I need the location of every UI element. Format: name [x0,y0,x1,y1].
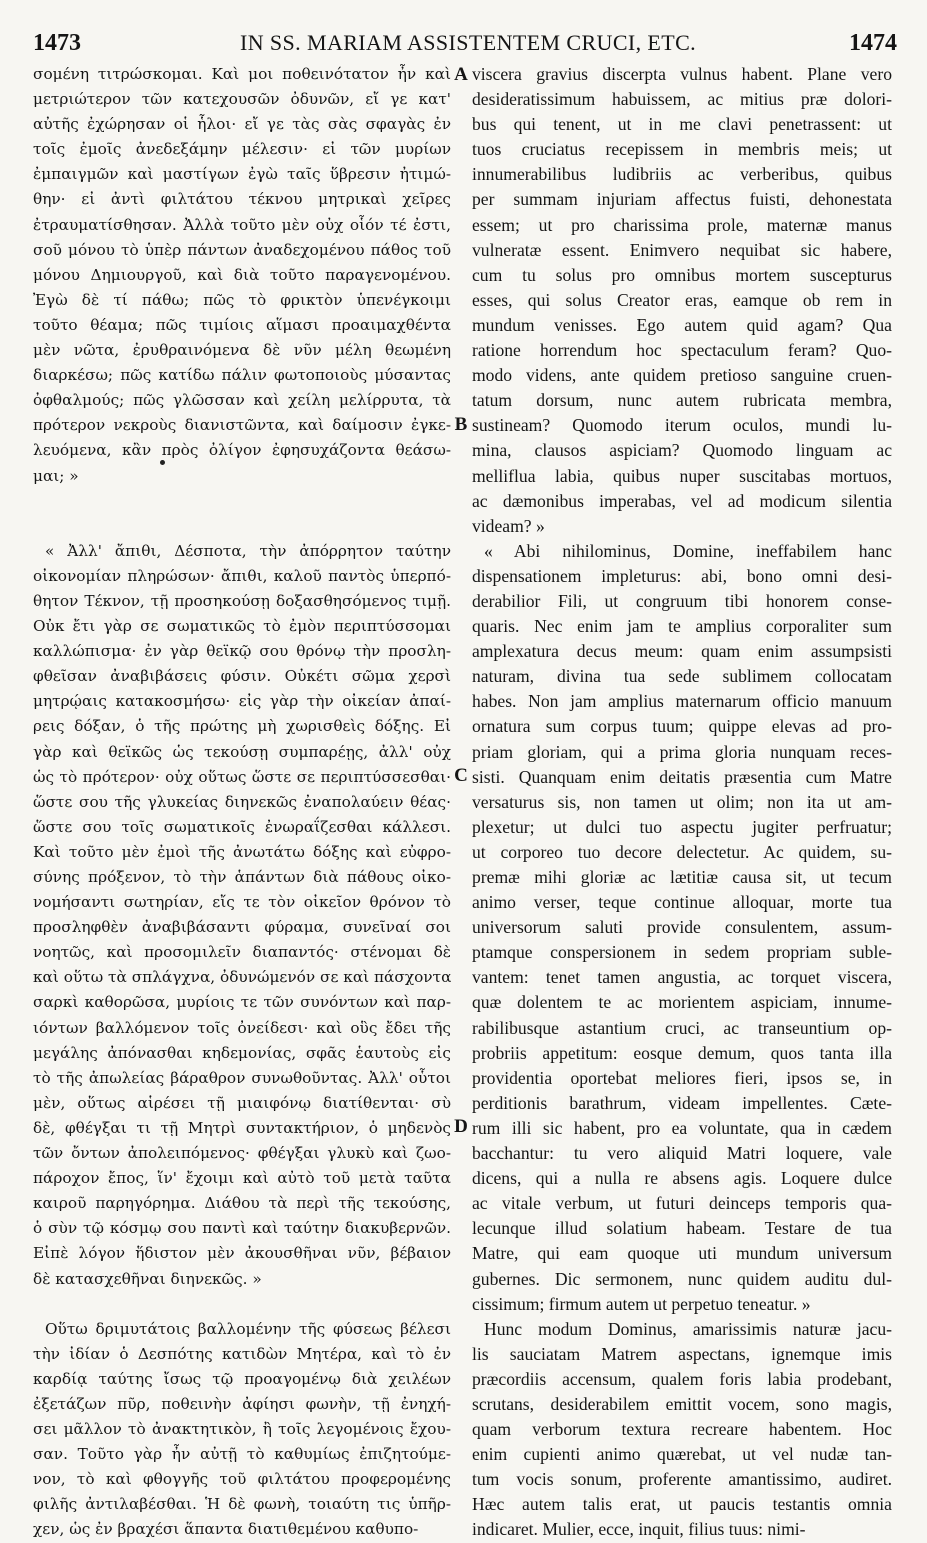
greek-text-line: ρεις δόξαν, ὁ τῆς πρώτης μὴ χωρισθεὶς δόξης. Εἰ [33,717,451,736]
greek-text-line: ὥστε σου τοῖς σωματικοῖς ἐνωραΐζεσθαι κάλλεσι. [33,817,451,836]
section-marker-d: D [454,1116,468,1137]
greek-text-line: Ἐγὼ δὲ τί πάθω; πῶς τὸ φρικτὸν ὑπενέγκοιμι [33,290,451,309]
latin-text-line: melliflua labia, quibus nuper suscitabas mortuos, [472,465,892,486]
greek-text-line: σύνης πρόξενον, τὸ τὴν ἁπάντων διὰ πάθους οἰκο- [33,868,451,886]
latin-text-line: sisti. Quanquam enim deitatis præsentia cum Matre [472,766,892,787]
latin-text-line: tum vocis sonum, proferente amantissimo, audiret. [472,1469,892,1490]
greek-text-line: δὲ, φθέγξαι τι τῇ Μητρὶ συντακτήριον, ὁ μηδενὸς [33,1118,451,1137]
greek-text-line: φιλῆς ἀντιλαβέσθαι. Ἡ δὲ φωνὴ, τοιαύτη τις ὑπῆρ- [33,1495,451,1514]
greek-text-line: Καὶ τοῦτο μὲν ἐμοὶ τῆς ἀνωτάτω δόξης καὶ εὐφρο- [33,842,451,861]
latin-text-line: vantem: tenet tamen angustia, ac torquet viscera, [472,967,892,988]
latin-text-line: ut corporeo tuo decore delectetur. Ac quidem, su- [472,841,892,862]
section-marker-b: B [454,414,468,435]
latin-text-line: derabilior Fili, ut congruum tibi honorem conse- [472,590,892,611]
greek-text-line: μετριώτερον τῶν κατεχουσῶν ὀδυνῶν, εἴ γε κατ' [33,90,451,109]
latin-text-line: priam gloriam, qui a prima gloria nunquam reces- [472,741,892,762]
latin-text-line: viscera gravius discerpta vulnus habent. Plane vero [472,64,892,84]
greek-text-line: σοῦ μόνου τὸ ὑπὲρ πάντων ἀναδεχομένου πάθος τοῦ [33,240,451,259]
latin-text-line: ptamque conspersionem in sedem propriam suble- [472,942,892,963]
latin-text-line: rabilibusque astantium cruci, ac transeuntium op- [472,1017,892,1038]
greek-text-line: μαι; » [33,466,79,485]
greek-text-line: δὲ κατασχεθῆναι διηνεκῶς. » [33,1269,262,1288]
greek-text-line: τῶν ὄντων ἀπολειπόμενος· φθέγξαι γλυκὺ καὶ ζωο- [33,1144,451,1163]
greek-text-line: μὲν, οὕτως αἱρέσει τῇ μιαιφόνῳ διατίθενται· σὺ [33,1093,451,1112]
greek-text-line: ἐξετάζων πῦρ, ποθεινὴν ἀφίησι φωνὴν, τῇ ἐνηχή- [33,1394,451,1413]
greek-text-line: προσληφθὲν ἀναβιβάσαντι φύραμα, συνεῖναί σοι [33,918,451,937]
latin-text-line: naturam, divina tua sede sublimem collocatam [472,666,892,687]
latin-text-line: mina, clausos aspiciam? Quomodo linguam ac [472,440,892,461]
latin-text-line: bus qui tenent, ut in me clavi penetrassent: ut [472,114,892,135]
latin-text-line: desideratissimum habuissem, ac mitius præ dolori- [472,89,892,110]
greek-text-line: καρδίᾳ ταύτης ἴσως τῷ προαγομένῳ διὰ χειλέων [33,1369,451,1388]
latin-text-line: plexetur; ut dulci tuo aspectu jugiter perfruatur; [472,816,892,837]
greek-text-line: « Ἀλλ' ἄπιθι, Δέσποτα, τὴν ἀπόρρητον ταύτην [45,541,451,560]
latin-text-line: ac vitale verbum, ut futuri deinceps temporis qua- [472,1193,892,1214]
latin-text-line: sustineam? Quomodo iterum oculos, mundi lu- [472,415,892,436]
greek-text-line: ὡς τὸ πρότερον· οὐχ οὕτως ὥστε σε περιπτύσσεσθαι· [33,767,451,786]
section-marker-c: C [454,765,468,786]
greek-column [33,62,451,1543]
latin-text-line: « Abi nihilominus, Domine, ineffabilem hanc [484,540,892,561]
latin-text-line: universorum saluti provide consulentem, assum- [472,917,892,938]
greek-text-line: σει μᾶλλον τὸ ἀνακτητικὸν, ἢ τοῖς λεγομένοις ἔχου- [33,1420,451,1439]
latin-text-line: bacchantur: tu vero aliquid Matri loquere, vale [472,1143,892,1164]
latin-text-line: Hunc modum Dominus, amarissimis naturæ jacu- [484,1318,892,1339]
latin-text-line: probriis appetitum: eosque demum, quos tanta illa [472,1042,892,1063]
greek-text-line: σαρκὶ καθορῶσα, μυρίοις τε τῶν συνόντων καὶ παρ- [33,993,451,1012]
latin-text-line: cum tu solus pro omnibus mortem suscepturus [472,264,892,285]
greek-text-line: καλλώπισμα· ἐν γὰρ θεϊκῷ σου θρόνῳ τὴν προσλη- [33,642,451,661]
latin-text-line: esses, qui solus Creator eras, eamque ob rem in [472,289,892,310]
latin-text-line: indicaret. Mulier, ecce, inquit, filius tuus: nimi- [472,1519,806,1540]
latin-text-line: perditionis barathrum, videam impellentes. Cæte- [472,1092,892,1113]
greek-text-line: νον, τὸ καὶ φθογγῆς τοῦ φιλτάτου προφερομένης [33,1470,451,1489]
greek-text-line: Εἰπὲ λόγον ἥδιστον μὲν ἀκουσθῆναι νῦν, βέβαιον [33,1244,451,1263]
latin-text-line: tatum dorsum, nunc autem rubricata membra, [472,390,892,411]
greek-text-line: αὐτῆς ἐχώρησαν οἱ ἧλοι· εἴ γε τὰς σὰς σφαγὰς ἐν [33,115,451,134]
greek-text-line: ὁ σὺν τῷ κόσμῳ σου παντὶ καὶ ταύτην διακυβερνῶν. [33,1219,451,1238]
greek-text-line: καὶ οὕτω τὰ σπλάγχνα, ὀδυνώμενόν σε καὶ πάσχοντα [33,968,451,987]
latin-text-line: dicens, qui a nulla re absens agis. Loquere dulce [472,1168,892,1189]
running-title: IN SS. MARIAM ASSISTENTEM CRUCI, ETC. [240,30,697,55]
page-number-right: 1474 [849,30,897,56]
greek-text-line: τὸ τῆς ἀπωλείας βάραθρον συνωθοῦντας. Ἀλλ' οὗτοι [33,1068,451,1087]
section-marker-a: A [454,64,468,85]
paragraph-gap [33,489,451,514]
latin-text-line: quam verborum textura recreare habentem. Hoc [472,1419,892,1440]
latin-text-line: quaris. Nec enim jam te amplius corporaliter sum [472,616,892,637]
latin-text-line: quæ dolentem te ac morientem aspiciam, innume- [472,992,892,1013]
greek-text-line: ιόντων βαλλόμενον τοῖς ὀνείδεσι· καὶ οὓς ἔδει τῆς [33,1018,451,1037]
paragraph-gap [33,1292,451,1317]
greek-text-line: μητρῴαις κατακοσμήσω· εἰς γὰρ τὴν οἰκείαν ἀπαί- [33,692,451,711]
latin-text-line: ratione horrendum hoc spectaculum feram? Quo- [472,340,892,361]
greek-text-line: μὲν νῶτα, ἐρυθραινόμενα δὲ νῦν μέλη θεωμένη [33,341,451,360]
latin-text-line: mundum venisses. Ego autem quid agam? Qua [472,314,892,335]
greek-text-line: σομένη τιτρώσκομαι. Καὶ μοι ποθεινότατον ἦν καὶ [33,65,451,83]
latin-text-line: amplexatura decus meum: quam enim assumpsisti [472,641,892,662]
greek-text-line: τοῖς ἐμοῖς ἀνεδεξάμην μέλεσιν· εἰ τῶν μυρίων [33,140,451,159]
greek-text-line: μόνου Δημιουργοῦ, καὶ διὰ τοῦτο παραγενομένου. [33,265,451,284]
latin-text-line: providentia oportebat meliores fieri, ipsos se, in [472,1067,892,1088]
latin-text-line: essem; ut pro charissima prole, maternæ manus [472,214,892,235]
latin-text-line: ornatura sum corpus tuum; quippe elevas ad pro- [472,716,892,737]
greek-text-line: ὀφθαλμούς; πῶς γλῶσσαν καὶ χείλη μελίρρυτα, τὰ [33,391,451,410]
latin-text-line: præcordiis accensum, qualem foris labia prodebant, [472,1368,892,1389]
greek-text-line: Οὐκ ἔτι γὰρ σε σωματικῶς τὸ ἐμὸν περιπτύσσομαι [33,617,451,636]
greek-text-line: οἰκονομίαν πληρώσων· ἄπιθι, καλοῦ παντὸς ὑπερπό- [33,566,451,585]
latin-text-line: tuos cruciatus recepissem in membris meis; ut [472,139,892,160]
greek-text-line: λευόμενα, κἂν πρὸς ὀλίγον ἐφησυχάζοντα θεάσω- [33,441,451,460]
greek-text-line: πάροχον ἔπος, ἵν' ἔχοιμι καὶ αὐτὸ τοῦ μετὰ ταῦτα [33,1169,451,1188]
greek-text-line: χεν, ὡς ἐν βραχέσι ἅπαντα διατιθεμένου καθυπο- [33,1520,419,1539]
greek-text-line: μεγάλης ἀπόνασθαι κηδεμονίας, σφᾶς ἑαυτοὺς εἰς [33,1043,451,1062]
greek-text-line: Οὕτω δριμυτάτοις βαλλομένην τῆς φύσεως βέλεσι [45,1319,451,1338]
greek-text-line: θην· εἰ ἀντὶ φιλτάτου τέκνου μητρικαὶ χεῖρες [33,190,451,209]
latin-text-line: lis sauciatam Matrem aspectans, ignemque imis [472,1343,892,1364]
latin-text-line: enim cupienti animo quærebat, ut vel nudæ tan- [472,1444,892,1465]
latin-text-line: innumerabilibus ludibriis ac verberibus, quibus [472,164,892,185]
latin-text-line: versaturus sis, non tamen ut olim; non ita ut am- [472,791,892,812]
latin-text-line: habes. Non jam amplius maternarum officio manuum [472,691,892,712]
latin-text-line: dispensationem impleturus: abi, bono omni desi- [472,565,892,586]
page-header [0,22,927,62]
greek-text-line: νομήσαντι σωτηρίαν, εἴς τε τὸν οἰκεῖον θρόνον τὸ [33,893,451,912]
latin-text-line: modo videns, ante quidem pretioso sanguine cruen- [472,365,892,386]
greek-text-line: θητον Τέκνον, τῇ προσηκούσῃ δοξασθησόμενος τιμῇ. [33,591,451,610]
greek-text-line: γὰρ καὶ θεϊκῶς ὡς τεκούσῃ συμπαρέῃς, ἀλλ' οὐχ [33,742,451,761]
page-number-left: 1473 [33,30,81,56]
greek-text-line: ὥστε σου τῆς γλυκείας διηνεκῶς ἐναπολαύειν θέας· [33,792,451,811]
greek-text-line: ἐμπαιγμῶν καὶ μαστίγων ἐγὼ ταῖς ὕβρεσιν ἠτιμώ- [33,165,451,184]
latin-text-line: premæ mihi gloriæ ac lætitiæ causa sit, ut tecum [472,867,892,887]
greek-text-line: ἐτραυματίσθησαν. Ἀλλὰ τοῦτο μὲν οὐχ οἷόν τέ ἐστι, [33,215,451,234]
latin-text-line: vulneratæ essent. Enimvero nequibat sic habere, [472,239,892,260]
latin-text-line: gubernes. Dic sermonem, nunc quidem auditu dul- [472,1268,892,1289]
ink-speck [160,460,165,465]
latin-text-line: scrutans, desiderabilem emittit vocem, sono magis, [472,1393,892,1414]
latin-text-line: animo verser, teque continue alloquar, morte tua [472,892,892,913]
latin-text-line: rum illi sic habent, pro ea voluntate, qua in cædem [472,1117,892,1138]
latin-text-line: Hæc autem talis erat, ut paucis testantis omnia [472,1494,892,1515]
latin-text-line: Matre, qui eam quoque uti mundum universum [472,1243,892,1264]
latin-column [472,62,892,1543]
greek-text-line: διαρκέσω; πῶς κατίδω πάλιν φωτοποιοὺς μύσαντας [33,366,451,385]
greek-text-line: τὴν ἰδίαν ὁ Δεσπότης κατιδὼν Μητέρα, καὶ τὸ ἐν [33,1344,451,1363]
latin-text-line: lecunque illud solatium habeam. Testare de tua [472,1218,892,1239]
greek-text-line: φθεῖσαν ἀναβιβάσεις φύσιν. Οὐκέτι σῶμα χερσὶ [33,667,451,686]
greek-text-line: καιροῦ παρηγόρημα. Διάθου τὰ περὶ τῆς τεκούσης, [33,1194,451,1213]
greek-text-line: πρότερον νεκροὺς διανιστῶντα, καὶ δαίμοσιν ἐγκε- [33,416,451,435]
latin-text-line: per summam injuriam affectus fuisti, dehonestata [472,189,892,210]
latin-text-line: videam? » [472,515,545,536]
greek-text-line: νοητῶς, καὶ προσομιλεῖν διαπαντός· στένομαι δὲ [33,943,451,962]
greek-text-line: τοῦτο θέαμα; πῶς τιμίοις αἵμασι προαιμαχθέντα [33,315,451,334]
latin-text-line: ac dæmonibus imperabas, vel ad modicum silentia [472,490,892,511]
paragraph-gap [33,514,451,539]
latin-text-line: cissimum; firmum autem ut perpetuo teneatur. » [472,1293,811,1314]
greek-text-line: σαν. Τοῦτο γὰρ ἦν αὐτῇ τὸ καθυμίως ἐπιζητούμε- [33,1445,451,1464]
